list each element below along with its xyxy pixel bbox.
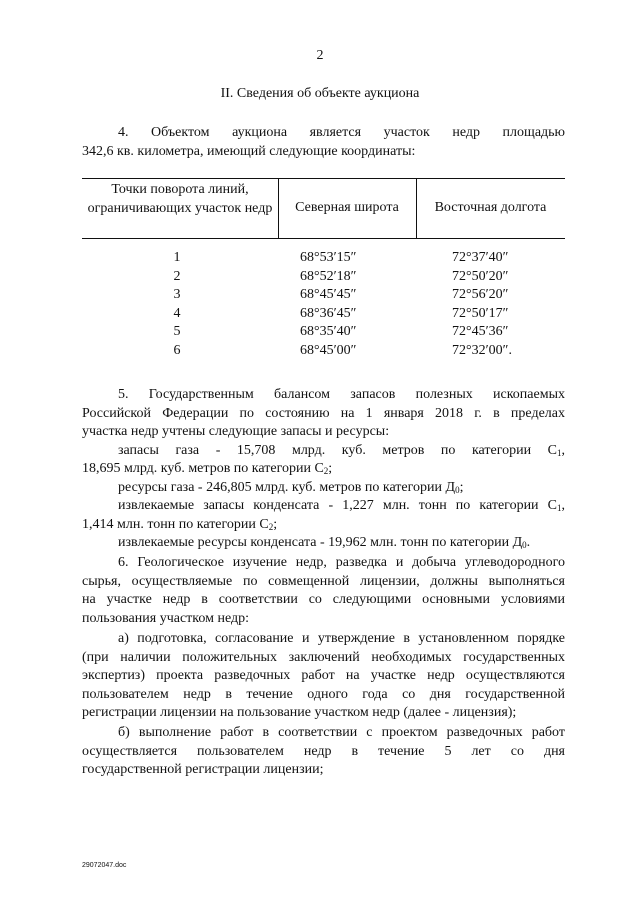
latitude-value: 68°35′40″ xyxy=(300,324,357,339)
punctuation: . xyxy=(526,535,531,550)
p6-line-4: пользования участком недр: xyxy=(82,610,249,626)
punctuation: , xyxy=(561,442,565,458)
point-number: 5 xyxy=(173,324,181,339)
item-a-line-1: а) подготовка, согласование и утверждение в установленном порядке xyxy=(118,631,565,646)
latitude-value: 68°36′45″ xyxy=(300,305,357,321)
longitude-value: 72°45′36″ xyxy=(452,324,509,339)
point-number: 3 xyxy=(173,287,181,302)
category-subscript: 2 xyxy=(323,466,329,476)
latitude-value: 68°45′45″ xyxy=(300,287,357,302)
gas-reserves-text: запасы газа - 15,708 млрд. куб. метров по категории C xyxy=(118,442,557,458)
item-a-line-4: пользователем недр в течение одного года со дня государственной xyxy=(82,686,565,702)
section-heading: II. Сведения об объекте аукциона xyxy=(220,86,420,101)
category-subscript: 0 xyxy=(455,484,460,495)
longitude-value: 72°37′40″ xyxy=(452,250,509,265)
point-number: 1 xyxy=(173,250,181,265)
punctuation: ; xyxy=(459,479,464,495)
longitude-value: 72°56′20″ xyxy=(452,287,509,302)
p6-line-3: на участке недр в соответствии со следующими основными условиями xyxy=(82,592,565,607)
p5-line-3: участка недр учтены следующие запасы и ресурсы: xyxy=(82,424,390,439)
gas-reserves-line-2 xyxy=(82,460,565,479)
table-header-rule xyxy=(82,238,565,239)
gas-resources-line xyxy=(82,479,565,498)
punctuation: ; xyxy=(273,516,278,532)
table-body xyxy=(82,250,565,361)
category-subscript: 1 xyxy=(557,447,562,458)
punctuation: , xyxy=(561,498,565,513)
condensate-reserves-line-1 xyxy=(82,497,565,516)
p4-line-2: 342,6 кв. километра, имеющий следующие координаты: xyxy=(82,143,416,159)
point-number: 6 xyxy=(173,342,181,358)
table-row xyxy=(82,324,565,343)
latitude-value: 68°52′18″ xyxy=(300,268,357,284)
gas-reserves-line-1 xyxy=(82,442,565,461)
item-a-line-3: экспертиз) проекта разведочных работ на участке недр осуществляются xyxy=(82,668,565,683)
table-row xyxy=(82,287,565,306)
header-north-latitude: Северная широта xyxy=(295,200,399,215)
item-b-line-3: государственной регистрации лицензии; xyxy=(82,762,324,777)
item-a-line-5: регистрации лицензии на пользование участком недр (далее - лицензия); xyxy=(82,705,517,720)
gas-reserves-text: 18,695 млрд. куб. метров по категории C xyxy=(82,461,324,476)
table-row xyxy=(82,306,565,325)
category-subscript: 1 xyxy=(557,503,562,513)
p6-line-2: сырья, осуществляемые по совмещенной лицензии, должны выполняться xyxy=(82,573,565,589)
latitude-value: 68°53′15″ xyxy=(300,250,357,265)
table-top-rule xyxy=(82,178,565,179)
header-turning-points: Точки поворота линий, ограничивающих участок недр xyxy=(87,182,273,216)
category-subscript: 2 xyxy=(268,521,274,532)
p6-line-1: 6. Геологическое изучение недр, разведка и добыча углеводородного xyxy=(118,555,565,570)
category-subscript: 0 xyxy=(522,540,527,550)
longitude-value: 72°50′20″ xyxy=(452,268,509,284)
condensate-resources-line xyxy=(82,534,565,553)
item-b-line-2: осуществляется пользователем недр в течение 5 лет со дня xyxy=(82,743,565,759)
table-row xyxy=(82,250,565,269)
condensate-reserves-text: 1,414 млн. тонн по категории C xyxy=(82,516,269,532)
item-b-line-1: б) выполнение работ в соответствии с проектом разведочных работ xyxy=(118,725,565,740)
condensate-resources-text: извлекаемые ресурсы конденсата - 19,962 млн. тонн по категории Д xyxy=(118,535,523,550)
point-number: 2 xyxy=(173,268,181,284)
gas-resources-text: ресурсы газа - 246,805 млрд. куб. метров по категории Д xyxy=(118,479,456,495)
p4-line-1: 4. Объектом аукциона является участок недр площадью xyxy=(118,125,565,140)
table-row xyxy=(82,343,565,362)
longitude-value: 72°32′00″. xyxy=(452,342,512,358)
point-number: 4 xyxy=(173,305,181,321)
punctuation: ; xyxy=(328,461,333,476)
p5-line-2: Российской Федерации по состоянию на 1 января 2018 г. в пределах xyxy=(82,405,565,421)
table-row xyxy=(82,269,565,288)
condensate-reserves-text: извлекаемые запасы конденсата - 1,227 млн. тонн по категории C xyxy=(118,498,557,513)
header-east-longitude: Восточная долгота xyxy=(434,200,547,215)
file-name-footer: 29072047.doc xyxy=(82,862,127,869)
p5-line-1: 5. Государственным балансом запасов полезных ископаемых xyxy=(118,387,565,402)
longitude-value: 72°50′17″ xyxy=(452,305,509,321)
item-a-line-2: (при наличии положительных заключений необходимых государственных xyxy=(82,649,565,665)
condensate-reserves-line-2 xyxy=(82,516,565,535)
latitude-value: 68°45′00″ xyxy=(300,342,357,358)
page-number: 2 xyxy=(316,48,324,63)
